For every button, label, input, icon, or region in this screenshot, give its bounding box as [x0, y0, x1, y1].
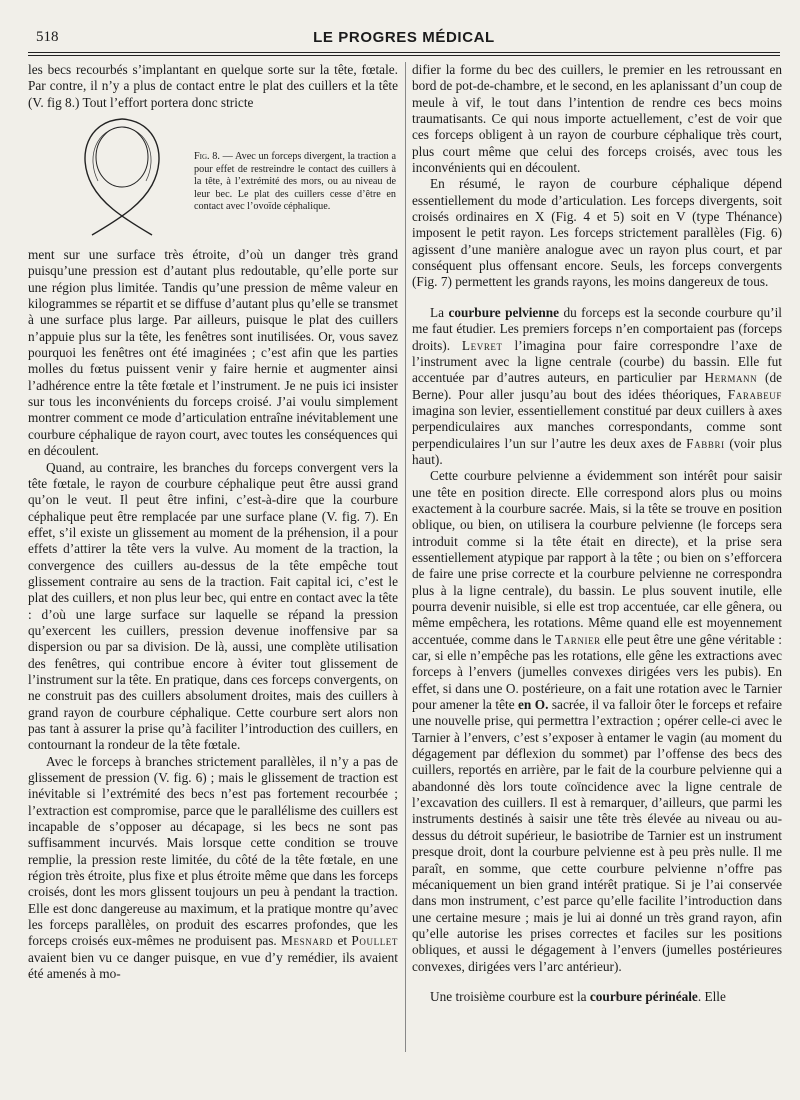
text-run: sacrée, il va falloir ôter le forceps et refaire une nouvelle prise, qui permettra l’extraction ; opérer celle-ci avec le Tarnier à l’envers, c’est s’exposer à entamer le vagin (au moment du dégagement par déflexion du sommet) par l’offense des becs des cuillers, reportés en arrière, par le fait de la courbure pelvienne qui a abandonné dès lors toute coïncidence avec la ligne centrale de l’excavation des cuillers. Il est à remarquer, d’ailleurs, que parmi les instruments destinés à saisir une tête très élevée au niveau ou au-dessus du détroit supérieur, le basiotribe de Tarnier est un instrument presque droit, dont la courbure pelvienne est à peu près nulle. Il me paraît, en somme, que cette courbure pelvienne n’offre pas mécaniquement un bien grand intérêt pratique. Si je l’ai conservée dans mon instrument, c’est parce qu’elle facilite l’introduction dans une certaine mesure ; mais je lui ai donné un très grand rayon, afin qu’elle autorise les prises correctes et faciles sur les positions obliques, et aussi le dégagement à l’envers (jumelles postérieures convexes, dirigées vers l’arc antérieur). [412, 697, 782, 974]
header-rule [28, 52, 780, 53]
paragraph: ment sur une surface très étroite, d’où un danger très grand puisqu’une pression est d’autant plus redoutable, qu’elle porte sur une région plus limitée. Tandis qu’une pression de même valeur en kilogrammes se répartit et se diffuse d’autant plus qu’elle se transmet à une surface plus large. Par ailleurs, puisque le plat des cuillers n’appuie plus sur la tête, les fenêtres sont inutilisées. Or, vous savez pourquoi les fenêtres ont été imaginées ; c’est afin que les parties molles du fœtus puissent venir y faire hernie et augmenter ainsi l’adhérence entre la tête fœtale et l’instrument. Je ne puis ici insister sur tous les inconvénients du forceps croisé. J’ai voulu simplement montrer comment ce mode d’articulation entraîne inévitablement une courbure céphalique de rayon court, avec toutes les conséquences qui en découlent. [28, 247, 398, 459]
author-name: Farabeuf [727, 386, 782, 402]
text-run: du forceps est la seconde courbure qu’il me faut étudier. Les premiers forceps n’en comportaient pas (forceps droits). [412, 304, 782, 353]
author-name: Hermann [704, 370, 758, 386]
text-run: (de Berne). Pour aller jusqu’au bout des idées théoriques, [412, 370, 782, 402]
section-term: courbure périnéale [589, 988, 698, 1004]
text-run: elle peut être une gêne véritable : car, si elle n’empêche pas les rotations, elle gêne les extractions avec forceps à l’envers (jumelles convexes dirigées vers les pubis). En effet, si dans une O. postérieure, on a fait une rotation avec le Tarnier pour amener la tête [412, 631, 782, 713]
figure-label: Fig. 8. [194, 151, 220, 163]
forceps-divergent-illustration [68, 115, 176, 241]
figure-caption [194, 151, 396, 214]
author-name: Tarnier [554, 631, 601, 647]
text-run: (voir plus haut). [412, 435, 782, 467]
text-run: avaient bien vu ce danger puisque, en vue d’y remédier, ils avaient été amenés à mo- [28, 949, 398, 982]
paragraph [412, 468, 782, 975]
text-run: . Elle [697, 988, 726, 1004]
paragraph [412, 305, 782, 468]
paragraph: Quand, au contraire, les branches du forceps convergent vers la tête fœtale, le rayon de courbure céphalique peut être aussi grand qu’on le veut. Il peut être infini, c’est-à-dire que la courbure céphalique peut être remplacée par une surface plane (V. fig. 7). En effet, s’il existe un glissement au moment de la préhension, il a pour effets d’attirer la tête vers la vulve. Au moment de la traction, la convergence des cuillers au-dessus de la tête empêche tout glissement contraire au sens de la traction. Fait capital ici, c’est le plat des cuillers, et non plus leur bec, qui entre en contact avec la tête : d’où une large surface sur laquelle se répand la pression qu’exercent les cuillers, pression devenue inoffensive par sa dispersion ou par sa division. De là, aussi, une complète utilisation des fenêtres, qui contribue encore à éviter tout glissement de l’instrument sur la tête. En pratique, dans ces forceps convergents, on ne construit pas des cuillers absolument droites, mais des cuillers à grand rayon de courbure céphalique. Cette courbure sert alors non pas tant à assurer la prise qu’à faciliter l’introduction des cuillers, en contournant la rondeur de la tête fœtale. [28, 459, 398, 753]
author-name: Mesnard [281, 933, 334, 949]
text-run: Cette courbure pelvienne a évidemment son intérêt pour saisir une tête en position directe. Elle correspond alors plus ou moins exactement à la courbure sacrée. Mais, si la tête se trouve en position oblique, ou bien, on utilisera la courbure pelvienne (le forceps sera introduit comme si la tête était en directe), et la prise sera essentiellement atypique par rapport à la tête ; ou bien on s’efforcera de faire une prise correcte et la courbure pelvienne ne correspondra plus à la ligne centrale), du bassin. Le plus souvent inutile, elle pourra devenir nuisible, si elle est trop accentuée, car elle gênera, ou même empêchera, les rotations. Même quand elle est moyennement accentuée, comme dans le [412, 468, 782, 647]
text-run: Une troisième courbure est la [430, 988, 590, 1004]
author-name: Fabbri [686, 435, 725, 451]
column-divider [405, 62, 406, 1052]
author-name: Levret [461, 337, 503, 353]
figure-caption-text: — Avec un forceps divergent, la traction a pour effet de restreindre le contact des cuillers à la tête, à l’extrémité des mors, ou au niveau de leur bec. Le plat des cuillers cesse d’être en contact avec l’ovoïde céphalique. [194, 151, 396, 213]
page-header [28, 26, 780, 50]
text-run: et [333, 933, 352, 949]
left-column [28, 62, 398, 983]
figure-8 [28, 115, 398, 241]
header-rule-double [28, 55, 780, 56]
paragraph [412, 989, 782, 1005]
text-run: l’imagina pour faire correspondre l’axe de l’instrument avec la ligne centrale (courbe) du bassin. Elle fut accentuée par d’autres auteurs, en particulier par [412, 337, 782, 386]
paragraph: les becs recourbés s’implantant en quelque sorte sur la tête, fœtale. Par contre, il n’y a plus de contact entre le plat des cuillers et la tête (V. fig 8.) Tout l’effort portera donc stricte [28, 62, 398, 110]
text-run: Avec le forceps à branches strictement parallèles, il n’y a pas de glissement de pression (V. fig. 6) ; mais le glissement de traction est inévitable si l’extrémité des becs n’est pas fortement recourbée ; l’extraction est compromise, parce que le parallélisme des cuillers est incapable de s’opposer au décapage, si les becs ne sont pas suffisamment incurvés. Mais lorsque cette condition se trouve remplie, la pression reste limitée, du côté de la tête fœtale, en une région très étroite, plus fixe et plus étroite même que dans les forceps croisés, dont les mors glissent toujours un peu à pendant la traction. Elle est donc dangereuse au maximum, et la pratique montre qu’avec les forceps parallèles, on produit des escarres profondes, que les forceps croisés eux-mêmes ne produisent pas. [28, 753, 398, 949]
paragraph [28, 754, 398, 983]
text-run: La [430, 304, 449, 320]
paragraph: En résumé, le rayon de courbure céphalique dépend essentiellement du mode d’articulation. Les forceps divergents, soit croisés ordinaires en X (Fig. 4 et 5) soit en V (type Thénance) imposent le petit rayon. Les forceps strictement parallèles (Fig. 6) agissent d’une manière analogue avec un rayon plus court, et par conséquent plus offensant encore. Seuls, les forceps convergents (Fig. 7) permettent les grands rayons, les moins dangereux de tous. [412, 176, 782, 290]
text-run: imagina son levier, essentiellement constitué par deux cuillers à axes perpendiculaires aux manches correspondants, comme sont perpendiculaires l’un sur l’autre les deux axes de [412, 402, 782, 451]
paragraph: difier la forme du bec des cuillers, le premier en les retroussant en bord de pot-de-chambre, et le second, en les aplanissant d’un coup de meule à vif, le tout dans l’intention de rendre ces becs moins traumatisants. Ce qui nous importe actuellement, c’est de voir que ces forceps obligent à un rayon de courbure céphalique très court, plus court même que celui des forceps croisés, avec tous les inconvénients qui en découlent. [412, 62, 782, 176]
bold-term: en O. [518, 697, 549, 713]
right-column [412, 62, 782, 1005]
section-term: courbure pelvienne [448, 304, 560, 320]
running-title: LE PROGRES MÉDICAL [313, 29, 495, 46]
author-name: Poullet [351, 933, 399, 949]
page-number: 518 [36, 29, 59, 45]
